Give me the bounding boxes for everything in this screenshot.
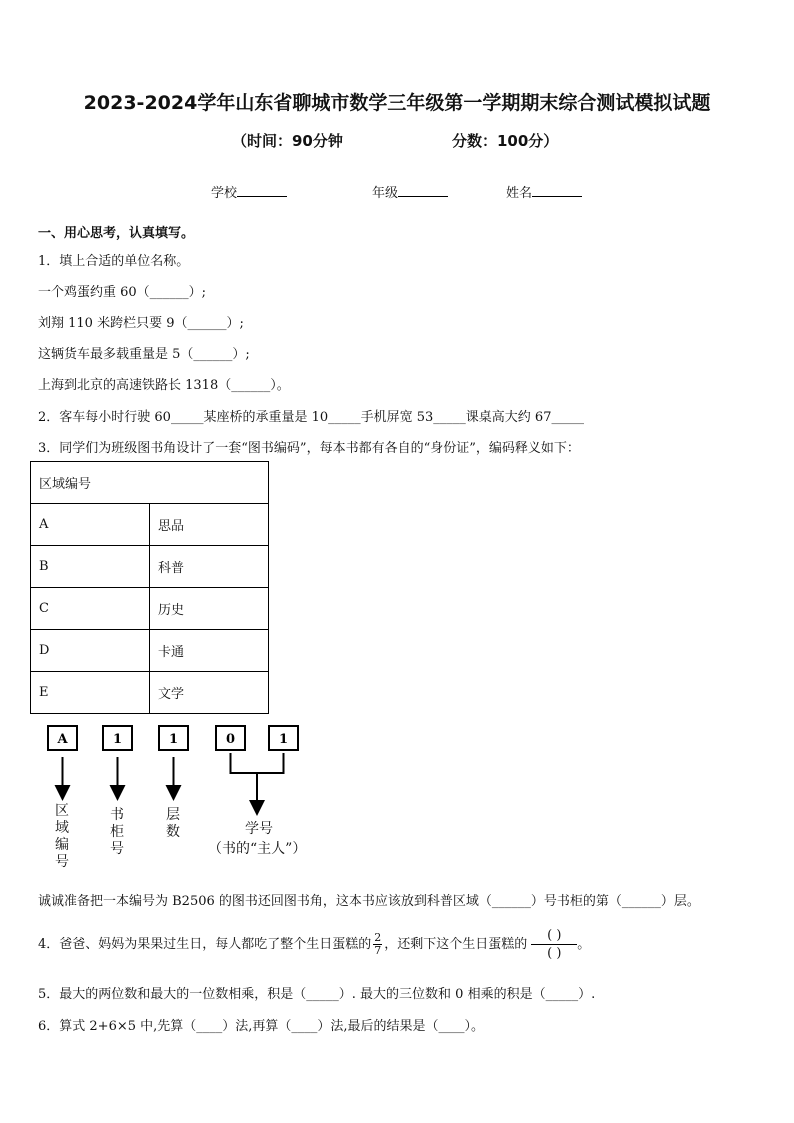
fraction-two-sevenths bbox=[373, 932, 382, 957]
table-cell-name: 思品 bbox=[150, 504, 269, 546]
code-box-area-text: A bbox=[57, 732, 68, 747]
table-row bbox=[31, 630, 269, 672]
table-cell-name: 文学 bbox=[150, 672, 269, 714]
table-cell-code: B bbox=[31, 546, 150, 588]
table-cell-code: D bbox=[31, 630, 150, 672]
school-field bbox=[211, 182, 287, 201]
table-row bbox=[31, 672, 269, 714]
table-row bbox=[31, 504, 269, 546]
page-title: 2023-2024学年山东省聊城市数学三年级第一学期期末综合测试模拟试题 bbox=[83, 92, 711, 114]
q1-line-4: 上海到北京的高速铁路长 1318（______）。 bbox=[38, 378, 290, 393]
q1-line-1: 一个鸡蛋约重 60（______）; bbox=[38, 285, 207, 300]
label-shelf: 书柜号 bbox=[110, 807, 124, 857]
table-row bbox=[31, 588, 269, 630]
q4-end: 。 bbox=[577, 937, 591, 952]
table-row bbox=[31, 546, 269, 588]
grade-blank bbox=[398, 184, 448, 197]
code-box-student-2-text: 1 bbox=[278, 732, 289, 747]
exam-score: 分数：100分） bbox=[452, 132, 559, 150]
q4-before: 4．爸爸、妈妈为果果过生日，每人都吃了整个生日蛋糕的 bbox=[38, 937, 372, 952]
table-row bbox=[31, 462, 269, 504]
code-box-student-1-text: 0 bbox=[225, 732, 236, 747]
q3-stem: 3．同学们为班级图书角设计了一套“图书编码”，每本书都有各自的“身份证”，编码释义如下： bbox=[38, 441, 580, 456]
code-table bbox=[30, 461, 269, 714]
q4-middle: ，还剩下这个生日蛋糕的 bbox=[384, 937, 528, 952]
table-cell-code: A bbox=[31, 504, 150, 546]
exam-time: （时间：90分钟 bbox=[232, 132, 343, 150]
label-owner: （书的“主人”） bbox=[208, 841, 307, 857]
blank-fraction bbox=[531, 927, 577, 962]
table-cell-code: C bbox=[31, 588, 150, 630]
fraction-numerator: 2 bbox=[374, 931, 382, 944]
table-header: 区域编号 bbox=[31, 462, 269, 504]
q1-line-2: 刘翔 110 米跨栏只要 9（______）; bbox=[38, 316, 244, 331]
fraction-denominator: 7 bbox=[374, 944, 382, 957]
q1-line-3: 这辆货车最多载重量是 5（______）; bbox=[38, 347, 250, 362]
code-box-layer-text: 1 bbox=[168, 732, 179, 747]
grade-label: 年级 bbox=[372, 186, 399, 201]
name-label: 姓名 bbox=[506, 186, 533, 201]
q5-text: 5．最大的两位数和最大的一位数相乘，积是（_____）. 最大的三位数和 0 相乘的积是（_____）. bbox=[38, 987, 596, 1002]
name-field bbox=[506, 182, 582, 201]
grade-field bbox=[372, 182, 448, 201]
q1-stem: 1．填上合适的单位名称。 bbox=[38, 254, 190, 269]
table-cell-name: 历史 bbox=[150, 588, 269, 630]
school-label: 学校 bbox=[211, 186, 238, 201]
label-area: 区域编号 bbox=[55, 803, 69, 870]
name-blank bbox=[532, 184, 582, 197]
table-cell-name: 卡通 bbox=[150, 630, 269, 672]
label-student: 学号 bbox=[245, 821, 273, 837]
table-cell-code: E bbox=[31, 672, 150, 714]
section-heading: 一、用心思考，认真填写。 bbox=[38, 226, 195, 241]
bracket-student bbox=[231, 753, 284, 773]
blank-numerator: ( ) bbox=[531, 927, 577, 945]
table-cell-name: 科普 bbox=[150, 546, 269, 588]
q4-text bbox=[38, 925, 590, 965]
q3-question: 诚诚准备把一本编号为 B2506 的图书还回图书角，这本书应该放到科普区域（______）号书柜的第（______）层。 bbox=[38, 894, 700, 909]
code-box-shelf-text: 1 bbox=[112, 732, 123, 747]
q6-text: 6．算式 2+6×5 中,先算（____）法,再算（____）法,最后的结果是（____）。 bbox=[38, 1019, 485, 1034]
school-blank bbox=[237, 184, 287, 197]
q2-text: 2．客车每小时行驶 60_____某座桥的承重量是 10_____手机屏宽 53_____课桌高大约 67_____ bbox=[38, 410, 584, 425]
blank-denominator: ( ) bbox=[547, 946, 562, 961]
label-layer: 层数 bbox=[166, 807, 180, 840]
